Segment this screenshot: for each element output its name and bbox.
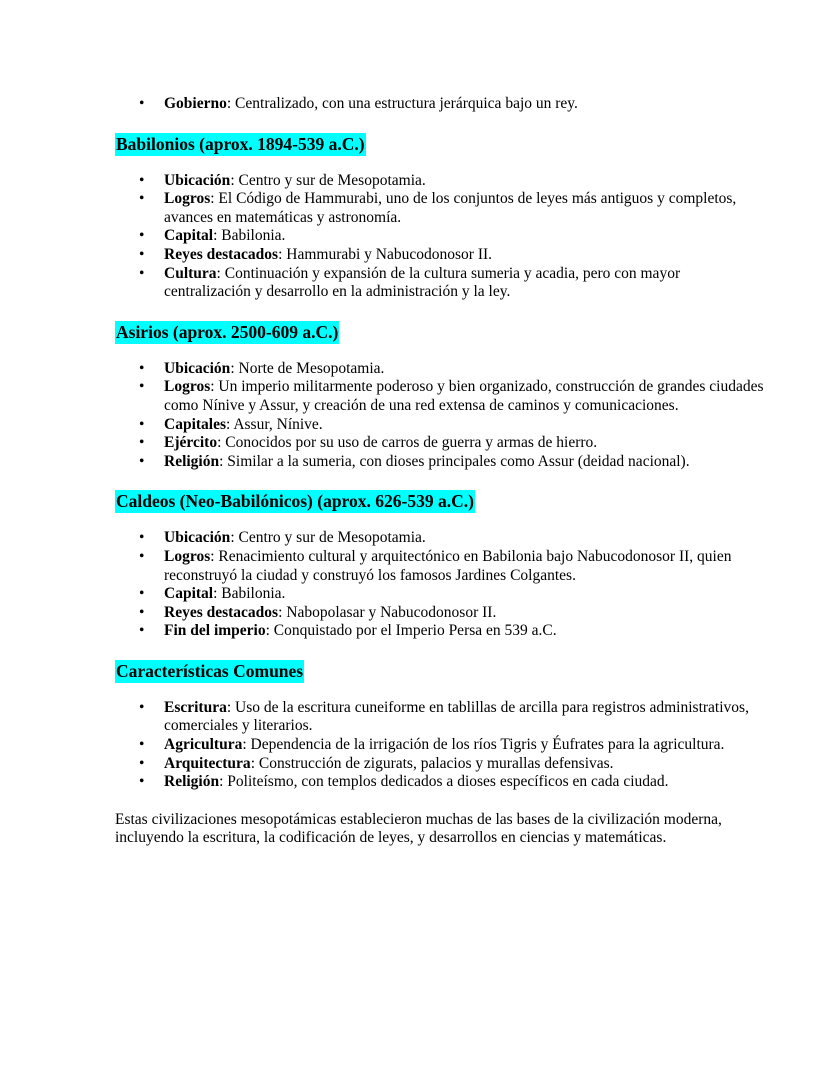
section-heading-caracteristicas bbox=[115, 660, 768, 682]
list-item bbox=[139, 773, 768, 792]
bullet-icon: • bbox=[139, 698, 145, 716]
list-item bbox=[139, 95, 768, 114]
item-term: Capital bbox=[164, 585, 214, 603]
item-text: : Construcción de zigurats, palacios y murallas defensivas. bbox=[250, 754, 614, 772]
bullet-icon: • bbox=[139, 452, 145, 470]
item-term: Capital bbox=[164, 227, 214, 245]
item-term: Logros bbox=[164, 547, 211, 565]
bullet-icon: • bbox=[139, 547, 145, 565]
bullet-icon: • bbox=[139, 378, 145, 396]
list-item bbox=[139, 190, 768, 227]
item-term: Reyes destacados bbox=[164, 603, 279, 621]
list-item bbox=[139, 264, 768, 302]
item-text: : Babilonia. bbox=[213, 585, 286, 603]
list-item bbox=[139, 227, 768, 246]
item-text: : Nabopolasar y Nabucodonosor II. bbox=[278, 603, 497, 621]
item-term: Ejército bbox=[164, 434, 218, 452]
item-text: : Similar a la sumeria, con dioses principales como Assur (deidad nacional). bbox=[219, 452, 690, 470]
bullet-icon: • bbox=[139, 773, 145, 791]
item-term: Cultura bbox=[164, 264, 217, 282]
item-term: Logros bbox=[164, 378, 211, 396]
section-heading-caldeos bbox=[115, 490, 768, 512]
item-term: Ubicación bbox=[164, 529, 231, 547]
list-item bbox=[139, 245, 768, 265]
item-text: : Conocidos por su uso de carros de guerra y armas de hierro. bbox=[217, 434, 598, 452]
list-item bbox=[139, 698, 768, 736]
highlighted-heading-text: Características Comunes bbox=[116, 660, 304, 681]
bullet-icon: • bbox=[139, 227, 145, 245]
highlighted-heading-text: Caldeos (Neo-Babilónicos) (aprox. 626-539 a.C.) bbox=[116, 491, 474, 512]
list-item bbox=[139, 452, 768, 472]
list-item bbox=[139, 754, 768, 774]
item-term: Arquitectura bbox=[164, 754, 251, 772]
bullet-icon: • bbox=[139, 245, 145, 263]
item-text: : Renacimiento cultural y arquitectónico en Babilonia bajo Nabucodonosor II, quien reconstruyó la ciudad y construyó los famosos Jardines Colgantes. bbox=[164, 547, 732, 584]
bullet-icon: • bbox=[139, 171, 145, 189]
closing-paragraph: Estas civilizaciones mesopotámicas establecieron muchas de las bases de la civilización moderna, incluyendo la escritura, la codificación de leyes, y desarrollos en ciencias y matemáticas. bbox=[115, 810, 722, 847]
section-list-babilonios bbox=[115, 172, 768, 302]
highlighted-heading-text: Asirios (aprox. 2500-609 a.C.) bbox=[116, 321, 339, 342]
bullet-icon: • bbox=[139, 359, 145, 377]
bullet-icon: • bbox=[139, 190, 145, 208]
section-list-asirios bbox=[115, 360, 768, 472]
item-term: Gobierno bbox=[164, 95, 227, 112]
list-item bbox=[139, 547, 768, 585]
item-text: : Un imperio militarmente poderoso y bien organizado, construcción de grandes ciudades como Nínive y Assur, y creación de una red extensa de caminos y comunicaciones. bbox=[164, 378, 764, 414]
item-term: Fin del imperio bbox=[164, 622, 266, 640]
item-term: Agricultura bbox=[164, 736, 243, 754]
item-text: : Norte de Mesopotamia. bbox=[230, 359, 385, 377]
item-text: : Dependencia de la irrigación de los ríos Tigris y Éufrates para la agricultura. bbox=[242, 736, 725, 754]
bullet-icon: • bbox=[139, 736, 145, 754]
item-text: : Centralizado, con una estructura jerárquica bajo un rey. bbox=[226, 95, 578, 112]
item-text: : El Código de Hammurabi, uno de los conjuntos de leyes más antiguos y completos, avances en matemáticas y astronomía. bbox=[164, 190, 737, 226]
item-text: : Conquistado por el Imperio Persa en 539 a.C. bbox=[265, 622, 557, 640]
item-text: : Babilonia. bbox=[213, 227, 286, 245]
item-text: : Assur, Nínive. bbox=[226, 415, 323, 433]
list-item bbox=[139, 359, 768, 379]
highlighted-heading-text: Babilonios (aprox. 1894-539 a.C.) bbox=[116, 133, 365, 154]
item-term: Logros bbox=[164, 190, 211, 208]
item-text: : Politeísmo, con templos dedicados a dioses específicos en cada ciudad. bbox=[219, 773, 669, 791]
item-term: Capitales bbox=[164, 415, 226, 433]
item-text: : Centro y sur de Mesopotamia. bbox=[230, 529, 426, 547]
item-text: : Continuación y expansión de la cultura sumeria y acadia, pero con mayor centralización y desarrollo en la administración y la ley. bbox=[164, 264, 681, 301]
item-term: Religión bbox=[164, 773, 220, 791]
section-list-caldeos bbox=[115, 529, 768, 641]
list-item bbox=[139, 434, 768, 453]
section-list-caracteristicas bbox=[115, 699, 768, 792]
item-term: Ubicación bbox=[164, 359, 231, 377]
bullet-icon: • bbox=[139, 95, 145, 112]
bullet-icon: • bbox=[139, 434, 145, 452]
bullet-icon: • bbox=[139, 603, 145, 621]
section-heading-asirios bbox=[115, 321, 768, 343]
bullet-icon: • bbox=[139, 415, 145, 433]
list-item bbox=[139, 378, 768, 415]
list-item bbox=[139, 529, 768, 548]
list-item bbox=[139, 171, 768, 191]
section-heading-babilonios bbox=[115, 133, 768, 155]
bullet-icon: • bbox=[139, 585, 145, 603]
item-term: Escritura bbox=[164, 698, 227, 716]
list-item bbox=[139, 415, 768, 435]
bullet-icon: • bbox=[139, 622, 145, 640]
bullet-icon: • bbox=[139, 529, 145, 547]
list-item bbox=[139, 585, 768, 604]
bullet-icon: • bbox=[139, 754, 145, 772]
list-item bbox=[139, 622, 768, 641]
item-term: Reyes destacados bbox=[164, 245, 279, 263]
list-item bbox=[139, 603, 768, 623]
item-term: Ubicación bbox=[164, 171, 231, 189]
item-text: : Hammurabi y Nabucodonosor II. bbox=[278, 245, 493, 263]
item-text: : Centro y sur de Mesopotamia. bbox=[230, 171, 426, 189]
intro-list bbox=[115, 95, 768, 114]
bullet-icon: • bbox=[139, 264, 145, 282]
item-term: Religión bbox=[164, 452, 220, 470]
list-item bbox=[139, 736, 768, 755]
item-text: : Uso de la escritura cuneiforme en tablillas de arcilla para registros administrativos, comerciales y literarios. bbox=[164, 698, 749, 735]
